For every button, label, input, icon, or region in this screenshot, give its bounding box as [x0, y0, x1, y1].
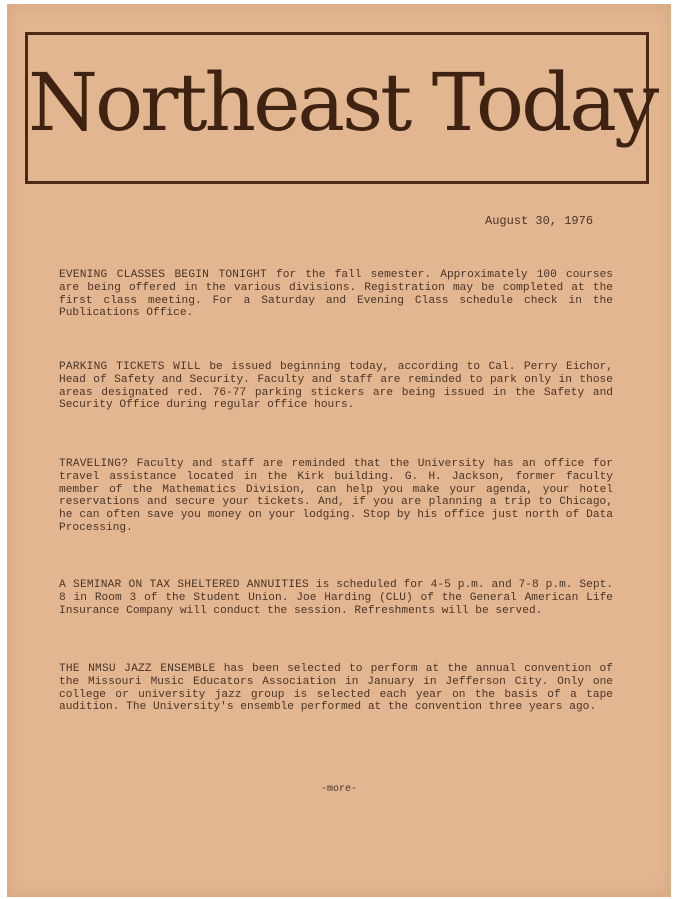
masthead	[25, 32, 657, 184]
news-item	[59, 361, 613, 412]
news-item	[59, 458, 613, 535]
news-item	[59, 663, 613, 714]
more-indicator: -more-	[320, 784, 357, 795]
news-item-body: has been selected to perform at the annual convention of the Missouri Music Educators Association in January in Jefferson City. Only one college or university jazz group is selected each year on the basis of a tape audition. The University's ensemble performed at the convention three years ago.	[59, 663, 613, 714]
news-item	[59, 269, 613, 320]
news-item-lead: THE NMSU JAZZ ENSEMBLE	[59, 663, 216, 675]
newsletter-page	[7, 4, 671, 897]
news-item-lead: TRAVELING?	[59, 458, 129, 470]
news-item-lead: A SEMINAR ON TAX SHELTERED ANNUITIES	[59, 579, 309, 591]
news-item-body: is scheduled for 4-5 p.m. and 7-8 p.m. Sept. 8 in Room 3 of the Student Union. Joe Harding (CLU) of the General American Life Insurance Company will conduct the session. Refreshments will be served.	[59, 579, 613, 617]
news-item-body: be issued beginning today, according to Cal. Perry Eichor, Head of Safety and Security. Faculty and staff are reminded to park only in those areas designated red. 76-77 parking stickers are being issued in the Safety and Security Office during regular office hours.	[59, 361, 613, 412]
news-item-body: Faculty and staff are reminded that the University has an office for travel assistance located in the Kirk building. G. H. Jackson, former faculty member of the Mathematics Division, can help you make your agenda, your hotel reservations and secure your tickets. And, if you are planning a trip to Chicago, he can often save you money on your lodging. Stop by his office just north of Data Processing.	[59, 458, 613, 534]
news-item-lead: PARKING TICKETS WILL	[59, 361, 201, 373]
news-item-body: for the fall semester. Approximately 100 courses are being offered in the various divisions. Registration may be completed at the first class meeting. For a Saturday and Evening Class schedule check in the Publications Office.	[59, 269, 613, 320]
news-item	[59, 579, 613, 617]
masthead-title: Northeast Today	[28, 56, 657, 149]
issue-date: August 30, 1976	[485, 214, 594, 228]
news-item-lead: EVENING CLASSES BEGIN TONIGHT	[59, 269, 267, 281]
